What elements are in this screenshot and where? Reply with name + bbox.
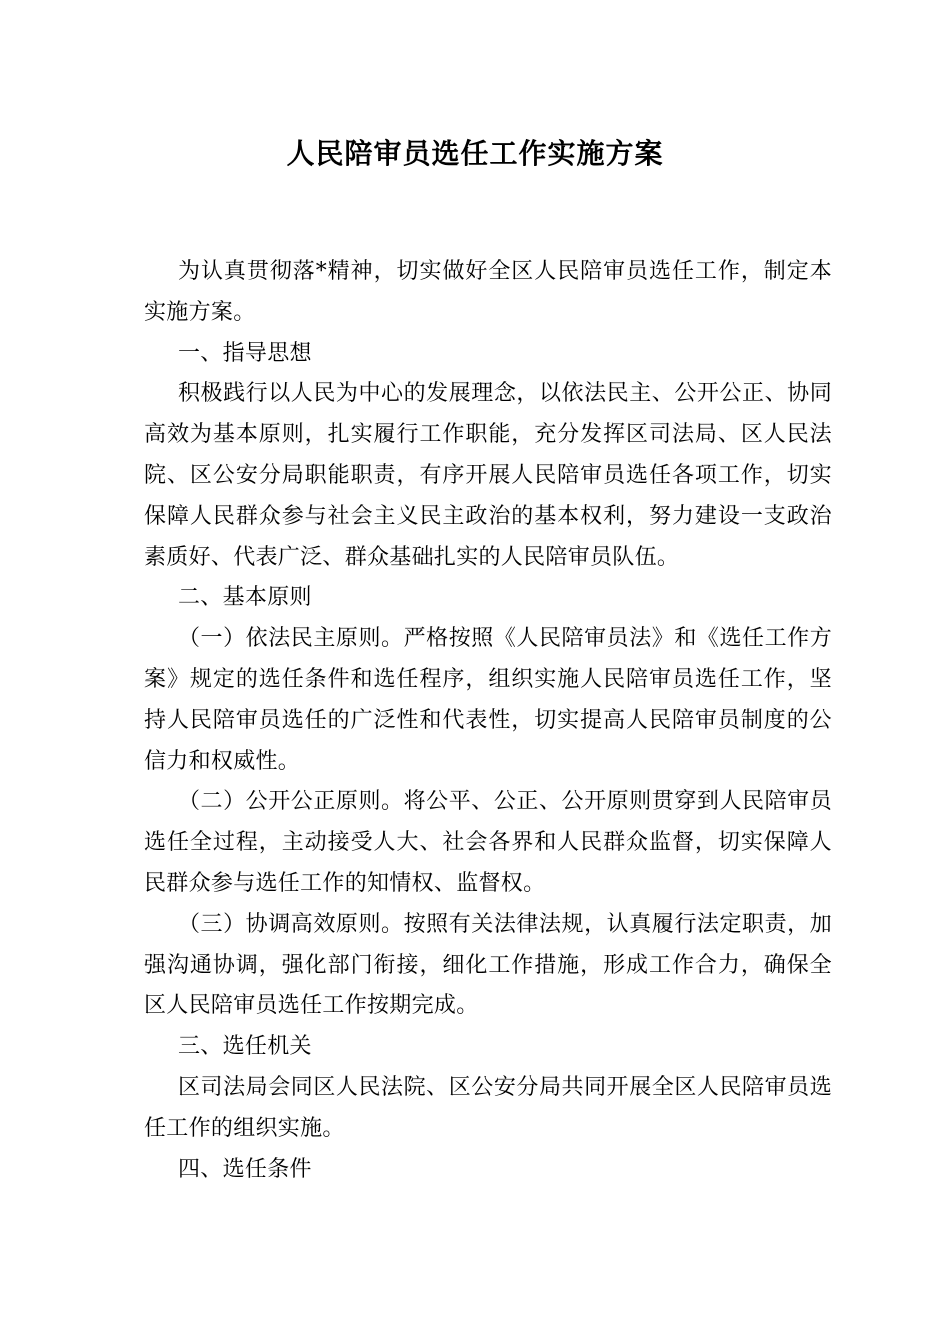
guiding-ideology-paragraph: 积极践行以人民为中心的发展理念，以依法民主、公开公正、协同高效为基本原则，扎实履行工作职能，充分发挥区司法局、区人民法院、区公安分局职能职责，有序开展人民陪审员选任各项工作，切实保障人民群众参与社会主义民主政治的基本权利，努力建设一支政治素质好、代表广泛、群众基础扎实的人民陪审员队伍。 <box>144 381 832 570</box>
section-heading-selection-conditions: 四、选任条件 <box>178 1156 312 1182</box>
principle-paragraph-2: （二）公开公正原则。将公平、公正、公开原则贯穿到人民陪审员选任全过程，主动接受人大、社会各界和人民群众监督，切实保障人民群众参与选任工作的知情权、监督权。 <box>144 789 832 896</box>
document-title: 人民陪审员选任工作实施方案 <box>286 137 664 170</box>
intro-paragraph: 为认真贯彻落*精神，切实做好全区人民陪审员选任工作，制定本实施方案。 <box>144 259 832 325</box>
selection-organ-paragraph: 区司法局会同区人民法院、区公安分局共同开展全区人民陪审员选任工作的组织实施。 <box>144 1074 832 1141</box>
principle-paragraph-3: （三）协调高效原则。按照有关法律法规，认真履行法定职责，加强沟通协调，强化部门衔接，细化工作措施，形成工作合力，确保全区人民陪审员选任工作按期完成。 <box>144 911 832 1019</box>
section-heading-selection-organ: 三、选任机关 <box>178 1034 312 1060</box>
section-heading-basic-principles: 二、基本原则 <box>178 585 312 611</box>
principle-paragraph-1: （一）依法民主原则。严格按照《人民陪审员法》和《选任工作方案》规定的选任条件和选任程序，组织实施人民陪审员选任工作，坚持人民陪审员选任的广泛性和代表性，切实提高人民陪审员制度的公信力和权威性。 <box>144 626 832 774</box>
section-heading-guiding-ideology: 一、指导思想 <box>178 340 312 366</box>
document-body <box>144 252 832 1190</box>
